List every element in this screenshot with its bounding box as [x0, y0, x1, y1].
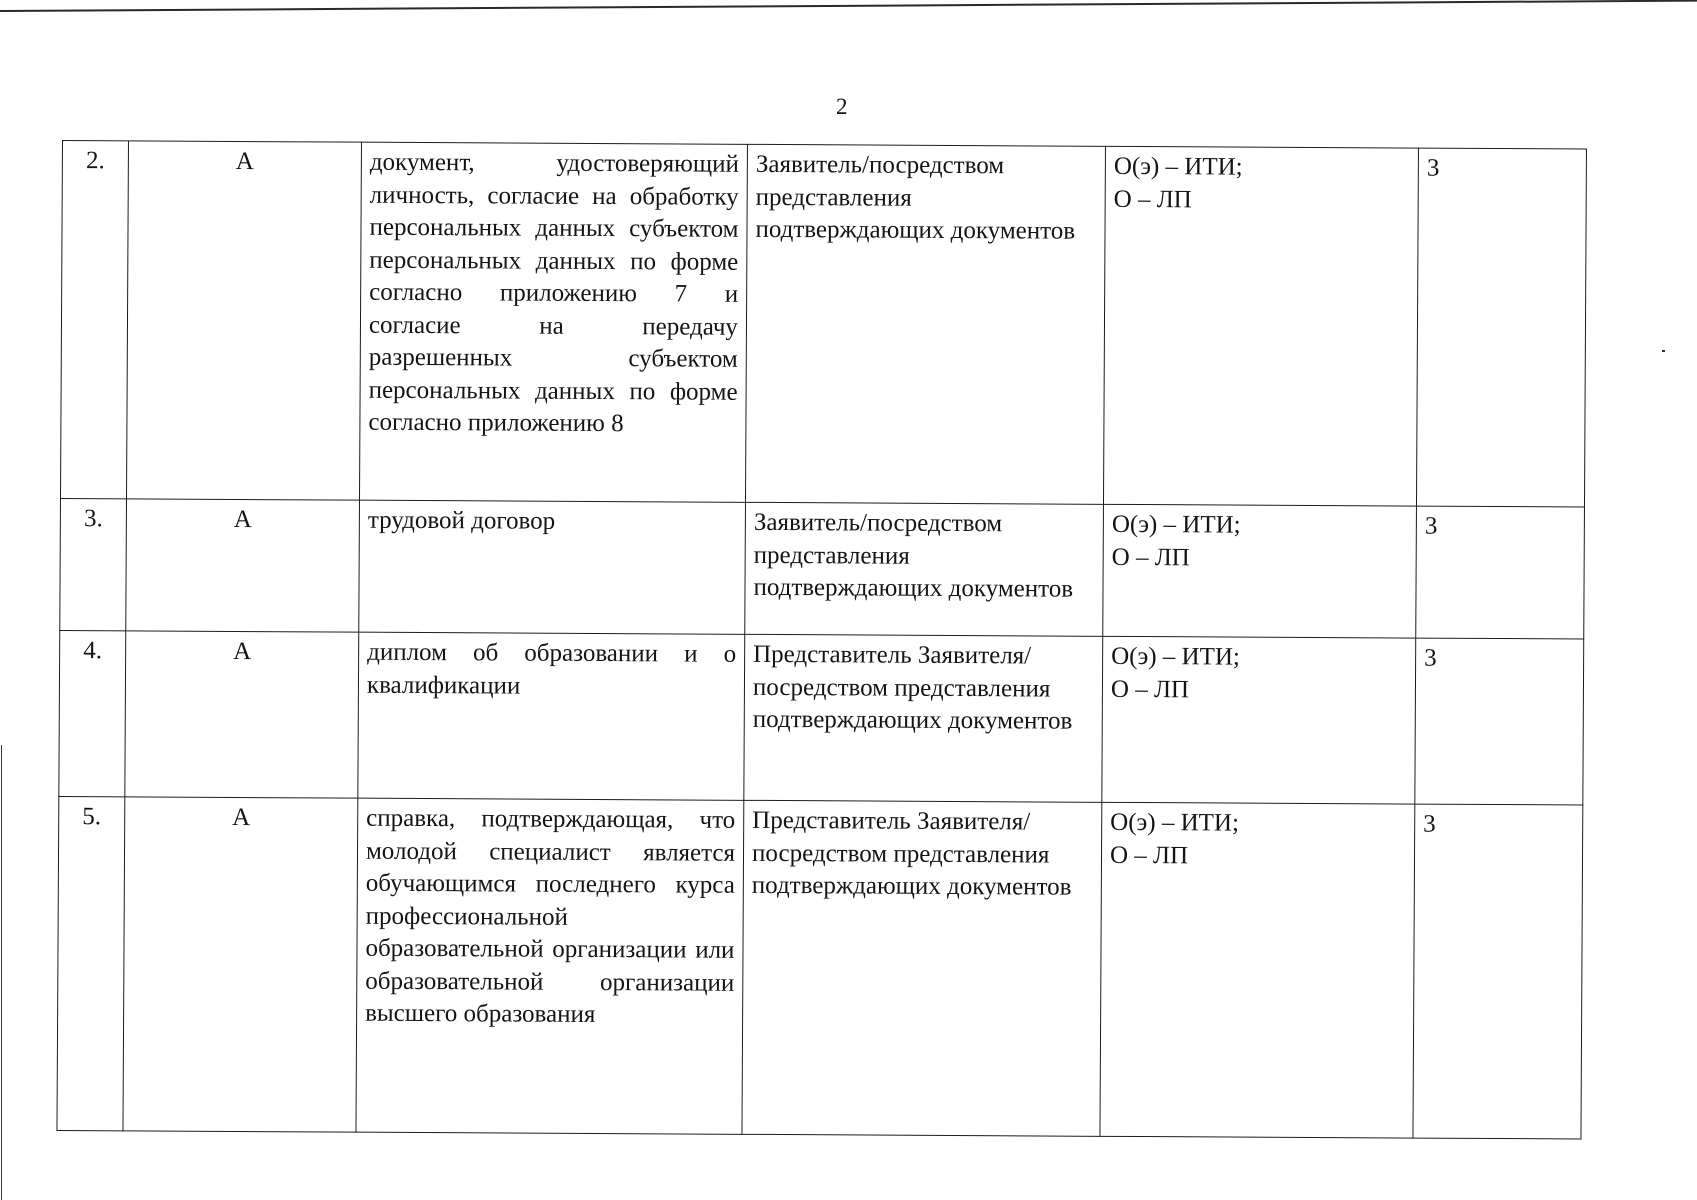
term-cell: 3 — [1416, 148, 1586, 507]
form-line-personal: О – ЛП — [1113, 185, 1192, 213]
table-row — [60, 141, 1586, 508]
category-code-cell: А — [125, 631, 359, 798]
form-line-electronic: О(э) – ИТИ; — [1111, 510, 1241, 539]
scan-speck — [1662, 350, 1665, 352]
term-cell: 3 — [1415, 638, 1584, 805]
submission-form-cell — [1102, 636, 1416, 804]
category-code-cell: А — [126, 141, 361, 500]
submission-method-cell: Представитель Заявителя/посредством представления подтверждающих документов — [742, 800, 1102, 1136]
row-number-cell: 5. — [57, 796, 125, 1130]
term-cell: 3 — [1416, 506, 1585, 639]
table-row — [60, 498, 1585, 639]
submission-form-cell — [1103, 146, 1418, 506]
row-number-cell: 2. — [60, 141, 128, 499]
documents-table — [56, 140, 1587, 1140]
table-row — [57, 796, 1583, 1139]
category-code-cell: А — [123, 797, 358, 1132]
form-line-personal: О – ЛП — [1109, 841, 1189, 869]
document-name-cell: документ, удостоверяющий личность, согласие на обработку персональных данных субъектом персональных данных по форме согласно приложению 7 и согласие на передачу разрешенных субъектом персональных данных по форме согласно приложению 8 — [359, 142, 747, 502]
submission-form-cell — [1100, 802, 1415, 1138]
submission-form-cell — [1103, 504, 1417, 638]
submission-method-cell: Заявитель/посредством представления подтверждающих документов — [745, 144, 1105, 504]
form-line-electronic: О(э) – ИТИ; — [1111, 642, 1240, 671]
document-name-cell: трудовой договор — [359, 500, 746, 634]
table-row — [59, 630, 1584, 805]
submission-method-cell: Представитель Заявителя/посредством представления подтверждающих документов — [744, 634, 1103, 802]
document-name-cell: диплом об образовании и о квалификации — [358, 632, 745, 800]
page-number: 2 — [836, 94, 848, 119]
category-code-cell: А — [126, 499, 360, 632]
document-name-cell: справка, подтверждающая, что молодой специалист является обучающимся последнего курса профессиональной образовательной организации или образовательной организации высшего образования — [356, 798, 744, 1134]
form-line-personal: О – ЛП — [1110, 675, 1190, 703]
row-number-cell: 4. — [59, 630, 126, 796]
scan-left-edge — [1, 745, 2, 1200]
scan-top-edge — [0, 0, 1697, 12]
row-number-cell: 3. — [60, 498, 127, 630]
form-line-electronic: О(э) – ИТИ; — [1110, 808, 1240, 837]
term-cell: 3 — [1413, 804, 1583, 1139]
form-line-electronic: О(э) – ИТИ; — [1113, 152, 1243, 181]
submission-method-cell: Заявитель/посредством представления подтверждающих документов — [745, 502, 1104, 636]
form-line-personal: О – ЛП — [1111, 543, 1190, 571]
